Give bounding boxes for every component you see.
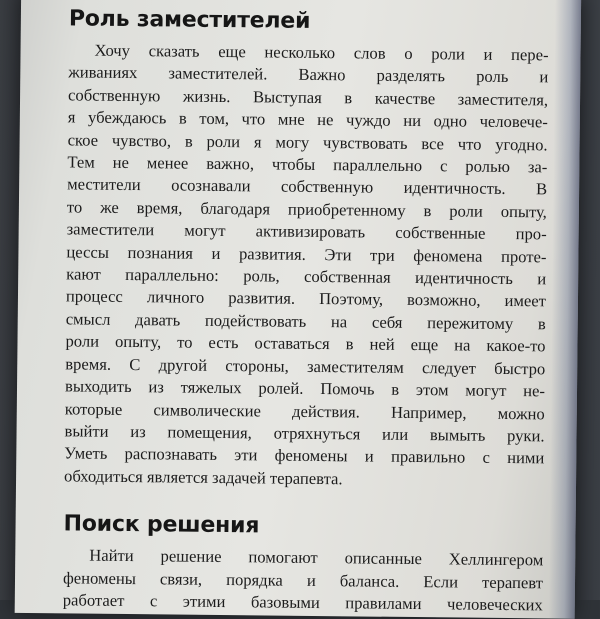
text-line: ское чувство, в роли я могу чувствовать все что угодно.	[67, 129, 548, 155]
text-line: собственную жизнь. Выступая в качестве заместителя,	[67, 85, 549, 110]
text-line: живаниях заместителей. Важно разделять роль и	[68, 62, 549, 87]
text-line: то же время, благодаря приобретенному в роли опыту,	[66, 197, 547, 222]
text-line: заместители могут активизировать собственные про-	[66, 219, 547, 244]
text-line: Найти решение помогают описанные Хеллингером	[89, 545, 544, 570]
text-line: работает с этими базовыми правилами человеческих	[62, 590, 543, 615]
text-line: роли опыту, то есть оставаться в ней еще на какое-то	[65, 331, 546, 356]
text-line: Тем не менее важно, чтобы параллельно с ролью за-	[67, 152, 548, 177]
paragraph-solution	[63, 544, 544, 616]
text-line: местители осознавали собственную идентичность. В	[67, 174, 548, 199]
text-line: кают параллельно: роль, собственная идентичность и	[66, 264, 547, 289]
book-page	[15, 0, 581, 619]
page-content	[63, 3, 549, 616]
text-line: время. С другой стороны, заместителям следует быстро	[65, 354, 546, 379]
text-line: процесс личного развития. Поэтому, возможно, имеет	[65, 286, 547, 311]
text-line: которые символические действия. Например, можно	[64, 398, 545, 423]
text-line: смысл давать подействовать на себя пережитому в	[65, 309, 546, 334]
paragraph-roles	[64, 39, 549, 492]
text-line: выходить из тяжелых ролей. Помочь в этом могут не-	[64, 376, 546, 401]
section-heading-roles: Роль заместителей	[68, 6, 311, 34]
text-line: феномены связи, порядка и баланса. Если терапевт	[62, 567, 544, 592]
text-line: цессы познания и развития. Эти три феномена проте-	[66, 242, 547, 267]
text-line: выйти из помещения, отряхнуться или вымыть руки.	[64, 421, 545, 446]
text-line: Уметь распознавать эти феномены и правильно с ними	[64, 443, 545, 468]
text-line: обходиться является задачей терапевта.	[64, 466, 343, 488]
text-line: я убеждаюсь в том, что мне не чуждо ни одно человече-	[67, 107, 548, 132]
section-heading-solution: Поиск решения	[63, 511, 260, 539]
page-edge-shadow	[549, 0, 581, 619]
text-line: Хочу сказать еще несколько слов о роли и пере-	[94, 40, 549, 65]
